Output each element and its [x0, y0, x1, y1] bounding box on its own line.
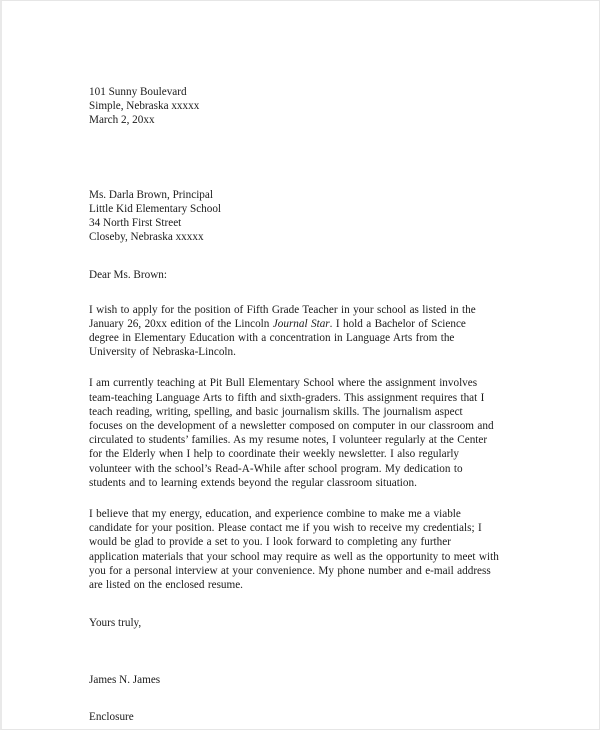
letter-body: [89, 85, 499, 724]
sender-date-line: March 2, 20xx: [89, 114, 155, 127]
salutation: Dear Ms. Brown:: [89, 269, 167, 282]
recipient-address-block: [89, 188, 499, 245]
recipient-name-line: Ms. Darla Brown, Principal: [89, 188, 213, 201]
recipient-street-line: 34 North First Street: [89, 217, 182, 230]
recipient-city-state-zip-line: Closeby, Nebraska xxxxx: [89, 231, 204, 244]
signature-name: James N. James: [89, 674, 161, 687]
body-paragraph-2: I am currently teaching at Pit Bull Elementary School where the assignment involves team-teaching Language Arts to fifth and sixth-graders. This assignment requires that I teach reading, writing, spelling, and basic journalism skills. The journalism aspect focuses on the development of a newsletter composed on computer in our classroom and circulated to students’ families. As my resume notes, I volunteer regularly at the Center for the Elderly when I help to coordinate their weekly newsletter. I also regularly volunteer with the school’s Read-A-While after school program. My dedication to students and to learning extends beyond the regular classroom situation.: [89, 377, 494, 489]
closing: Yours truly,: [89, 617, 142, 630]
body-paragraph-3: I believe that my energy, education, and experience combine to make me a viable candidate for your position. Please contact me if you wish to receive my credentials; I would be glad to provide a set to you. I look forward to completing any further application materials that your school may require as well as the opportunity to meet with you for a personal interview at your convenience. My phone number and e-mail address are listed on the enclosed resume.: [89, 508, 499, 592]
sender-address-line-1: 101 Sunny Boulevard: [89, 86, 187, 98]
sender-address-line-2: Simple, Nebraska xxxxx: [89, 100, 200, 113]
recipient-organization-line: Little Kid Elementary School: [89, 202, 222, 215]
newspaper-title-italic: Journal Star: [272, 317, 330, 330]
paragraph-1-text-part-2: . I hold a Bachelor of Science degree in Elementary Education with a concentration in Language Arts from the University of Nebraska-Lincoln.: [89, 317, 466, 359]
sender-address-block: [89, 85, 499, 128]
body-paragraph-1: [89, 303, 499, 360]
enclosure-notation: Enclosure: [89, 710, 134, 723]
paragraph-1-text-part-1: I wish to apply for the position of Fifth Grade Teacher in your school as listed in the January 26, 20xx edition of the Lincoln: [89, 303, 476, 330]
